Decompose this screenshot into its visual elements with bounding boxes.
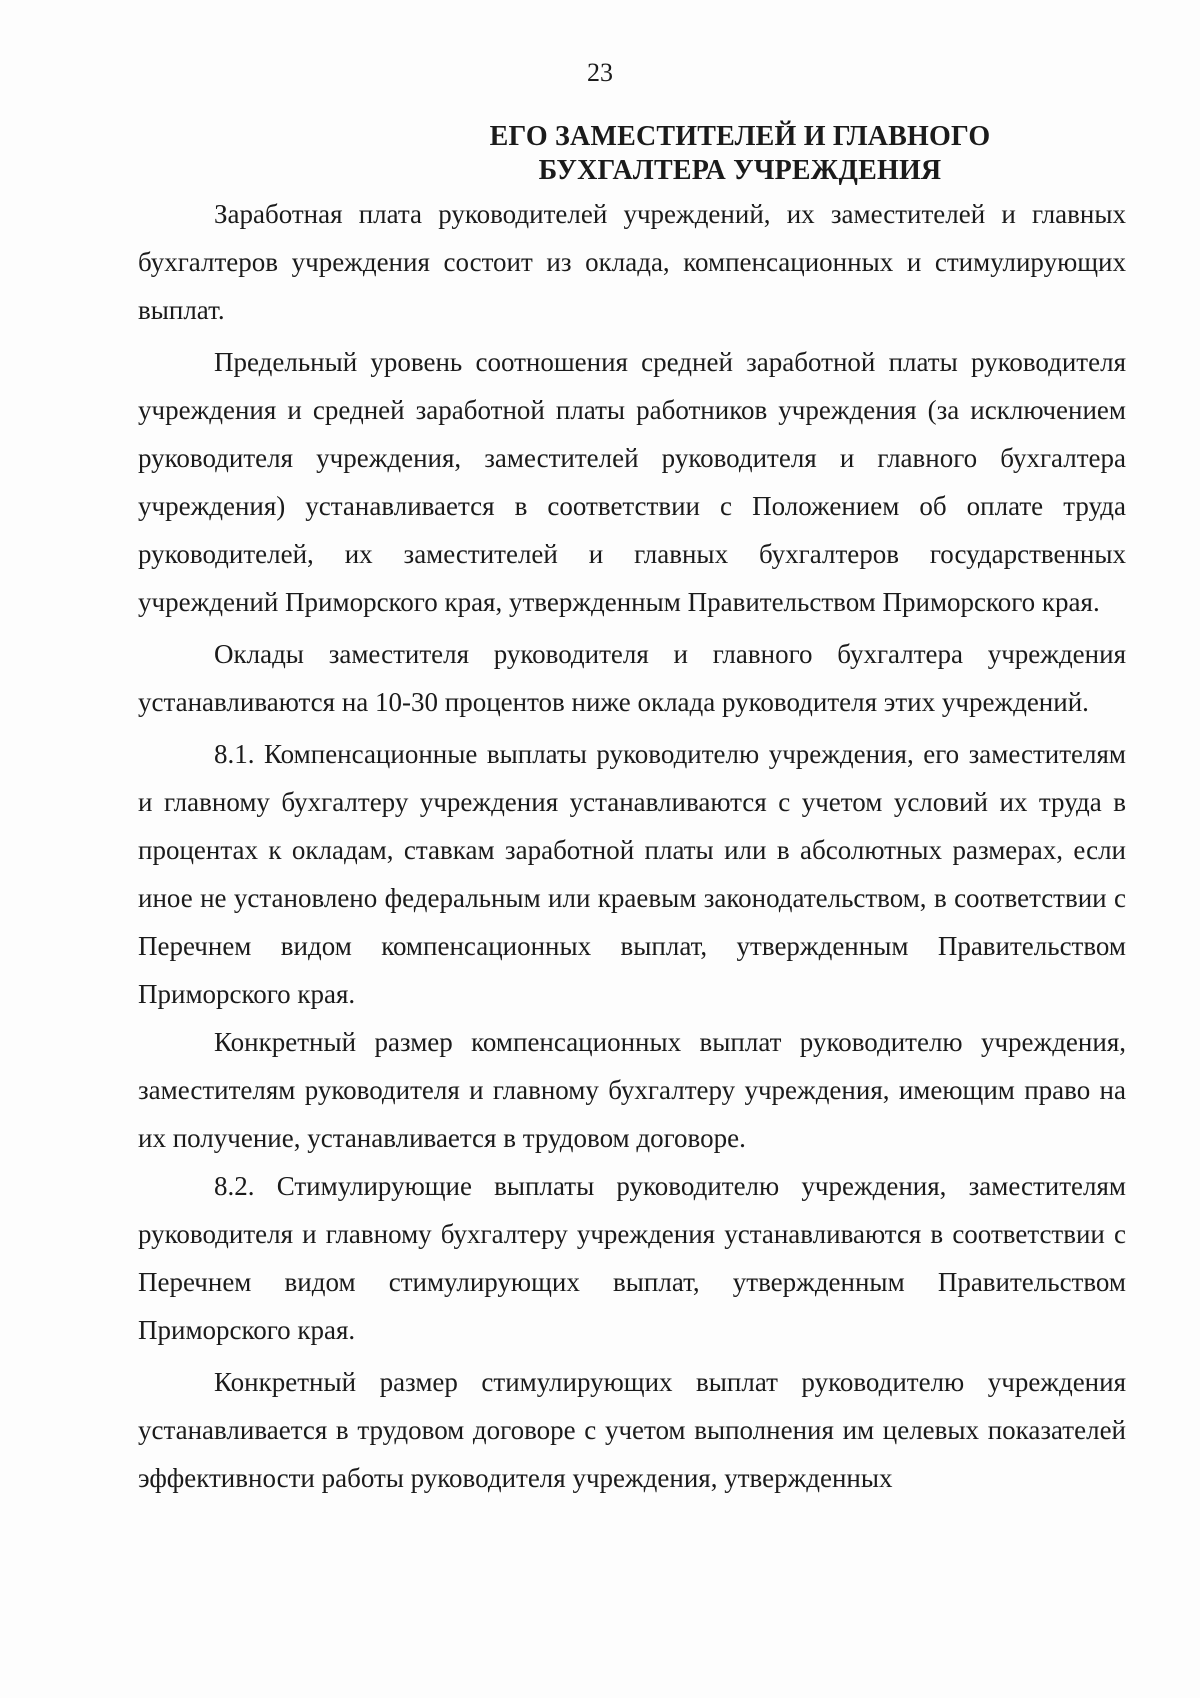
document-body xyxy=(138,190,1126,1502)
paragraph-4: 8.1. Компенсационные выплаты руководителю учреждения, его заместителям и главному бухгалтеру учреждения устанавливаются с учетом условий их труда в процентах к окладам, ставкам заработной платы или в абсолютных размерах, если иное не установлено федеральным или краевым законодательством, в соответствии с Перечнем видом компенсационных выплат, утвержденным Правительством Приморского края. xyxy=(138,739,1126,1009)
page-number: 23 xyxy=(587,58,613,87)
paragraph-2: Предельный уровень соотношения средней заработной платы руководителя учреждения и средней заработной платы работников учреждения (за исключением руководителя учреждения, заместителей руководителя и главного бухгалтера учреждения) устанавливается в соответствии с Положением об оплате труда руководителей, их заместителей и главных бухгалтеров государственных учреждений Приморского края, утвержденным Правительством Приморского края. xyxy=(138,347,1126,617)
section-heading-line-1: ЕГО ЗАМЕСТИТЕЛЕЙ И ГЛАВНОГО xyxy=(489,121,991,152)
section-heading xyxy=(360,120,1120,188)
section-heading-line-2: БУХГАЛТЕРА УЧРЕЖДЕНИЯ xyxy=(538,155,942,186)
paragraph-3: Оклады заместителя руководителя и главного бухгалтера учреждения устанавливаются на 10-30 процентов ниже оклада руководителя этих учреждений. xyxy=(138,639,1126,717)
paragraph-1: Заработная плата руководителей учреждений, их заместителей и главных бухгалтеров учреждения состоит из оклада, компенсационных и стимулирующих выплат. xyxy=(138,199,1126,325)
paragraph-7: Конкретный размер стимулирующих выплат руководителю учреждения устанавливается в трудовом договоре с учетом выполнения им целевых показателей эффективности работы руководителя учреждения, утвержденных xyxy=(138,1367,1126,1493)
paragraph-5: Конкретный размер компенсационных выплат руководителю учреждения, заместителям руководителя и главному бухгалтеру учреждения, имеющим право на их получение, устанавливается в трудовом договоре. xyxy=(138,1027,1126,1153)
paragraph-6: 8.2. Стимулирующие выплаты руководителю учреждения, заместителям руководителя и главному бухгалтеру учреждения устанавливаются в соответствии с Перечнем видом стимулирующих выплат, утвержденным Правительством Приморского края. xyxy=(138,1171,1126,1345)
